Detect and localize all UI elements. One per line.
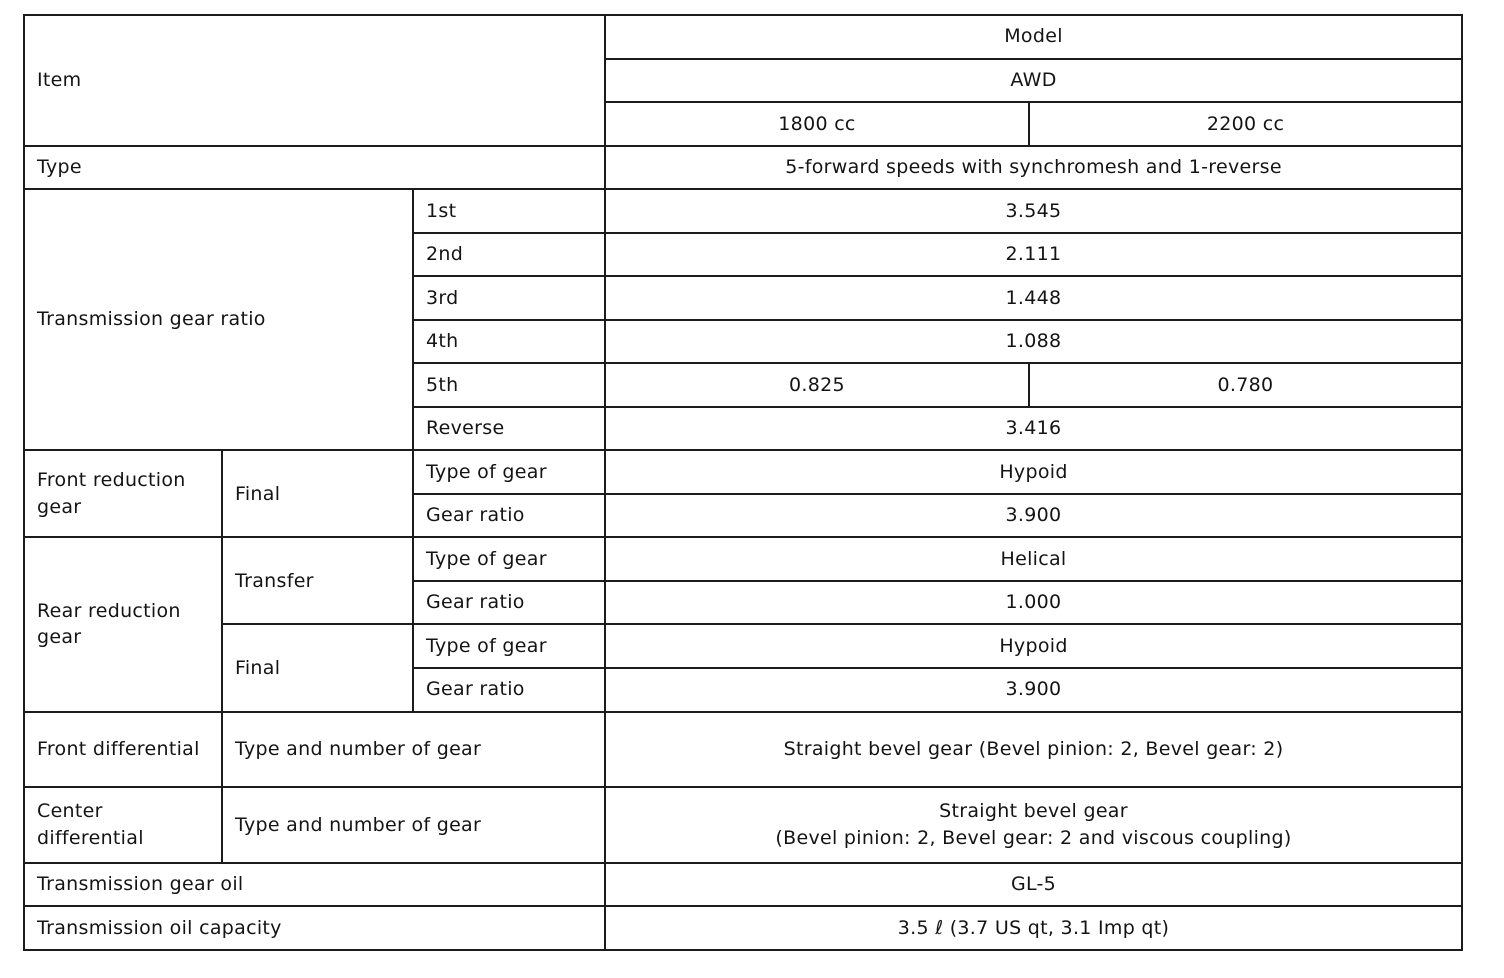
gear-1st-label: 1st: [413, 189, 605, 233]
gear-5th-value-1800: 0.825: [605, 363, 1029, 407]
front-differential-value: Straight bevel gear (Bevel pinion: 2, Bevel gear: 2): [605, 712, 1462, 788]
header-awd: AWD: [605, 59, 1462, 103]
gear-4th-label: 4th: [413, 320, 605, 364]
rear-reduction-row-final-type: [24, 624, 1462, 668]
front-reduction-row-type: [24, 450, 1462, 494]
front-differential-row: [24, 712, 1462, 788]
type-value: 5-forward speeds with synchromesh and 1-reverse: [605, 146, 1462, 190]
front-final-type-label: Type of gear: [413, 450, 605, 494]
rear-transfer-type-label: Type of gear: [413, 537, 605, 581]
center-differential-value-line2: (Bevel pinion: 2, Bevel gear: 2 and viscous coupling): [775, 826, 1292, 849]
center-differential-label: Center differential: [24, 787, 222, 863]
oil-capacity-row: [24, 906, 1462, 950]
gear-oil-label: Transmission gear oil: [24, 863, 605, 907]
gear-oil-row: [24, 863, 1462, 907]
center-differential-value-line1: Straight bevel gear: [939, 800, 1128, 823]
rear-reduction-gear-label: Rear reduction gear: [24, 537, 222, 711]
gear-ratio-row-1st: [24, 189, 1462, 233]
rear-final-type-value: Hypoid: [605, 624, 1462, 668]
rear-final-ratio-label: Gear ratio: [413, 668, 605, 712]
center-differential-row: [24, 787, 1462, 863]
header-2200cc: 2200 cc: [1029, 102, 1462, 146]
front-reduction-final-label: Final: [222, 450, 413, 537]
header-row-model: [24, 15, 1462, 59]
gear-5th-value-2200: 0.780: [1029, 363, 1462, 407]
header-item: Item: [24, 15, 605, 146]
rear-transfer-ratio-label: Gear ratio: [413, 581, 605, 625]
front-differential-label: Front differential: [24, 712, 222, 788]
type-label: Type: [24, 146, 605, 190]
oil-capacity-value: 3.5 ℓ (3.7 US qt, 3.1 Imp qt): [605, 906, 1462, 950]
oil-capacity-label: Transmission oil capacity: [24, 906, 605, 950]
transmission-gear-ratio-label: Transmission gear ratio: [24, 189, 413, 450]
rear-transfer-ratio-value: 1.000: [605, 581, 1462, 625]
rear-reduction-row-transfer-type: [24, 537, 1462, 581]
header-1800cc: 1800 cc: [605, 102, 1029, 146]
front-reduction-gear-label: Front reduction gear: [24, 450, 222, 537]
rear-transfer-type-value: Helical: [605, 537, 1462, 581]
front-final-ratio-label: Gear ratio: [413, 494, 605, 538]
gear-4th-value: 1.088: [605, 320, 1462, 364]
specifications-table: [23, 14, 1463, 951]
rear-transfer-label: Transfer: [222, 537, 413, 624]
header-model: Model: [605, 15, 1462, 59]
front-differential-sub-label: Type and number of gear: [222, 712, 605, 788]
gear-5th-label: 5th: [413, 363, 605, 407]
gear-2nd-label: 2nd: [413, 233, 605, 277]
rear-final-ratio-value: 3.900: [605, 668, 1462, 712]
center-differential-sub-label: Type and number of gear: [222, 787, 605, 863]
gear-oil-value: GL-5: [605, 863, 1462, 907]
gear-3rd-value: 1.448: [605, 276, 1462, 320]
gear-2nd-value: 2.111: [605, 233, 1462, 277]
type-row: [24, 146, 1462, 190]
front-final-type-value: Hypoid: [605, 450, 1462, 494]
center-differential-value: [605, 787, 1462, 863]
gear-reverse-label: Reverse: [413, 407, 605, 451]
gear-1st-value: 3.545: [605, 189, 1462, 233]
front-final-ratio-value: 3.900: [605, 494, 1462, 538]
rear-final-type-label: Type of gear: [413, 624, 605, 668]
rear-final-label: Final: [222, 624, 413, 711]
gear-reverse-value: 3.416: [605, 407, 1462, 451]
gear-3rd-label: 3rd: [413, 276, 605, 320]
